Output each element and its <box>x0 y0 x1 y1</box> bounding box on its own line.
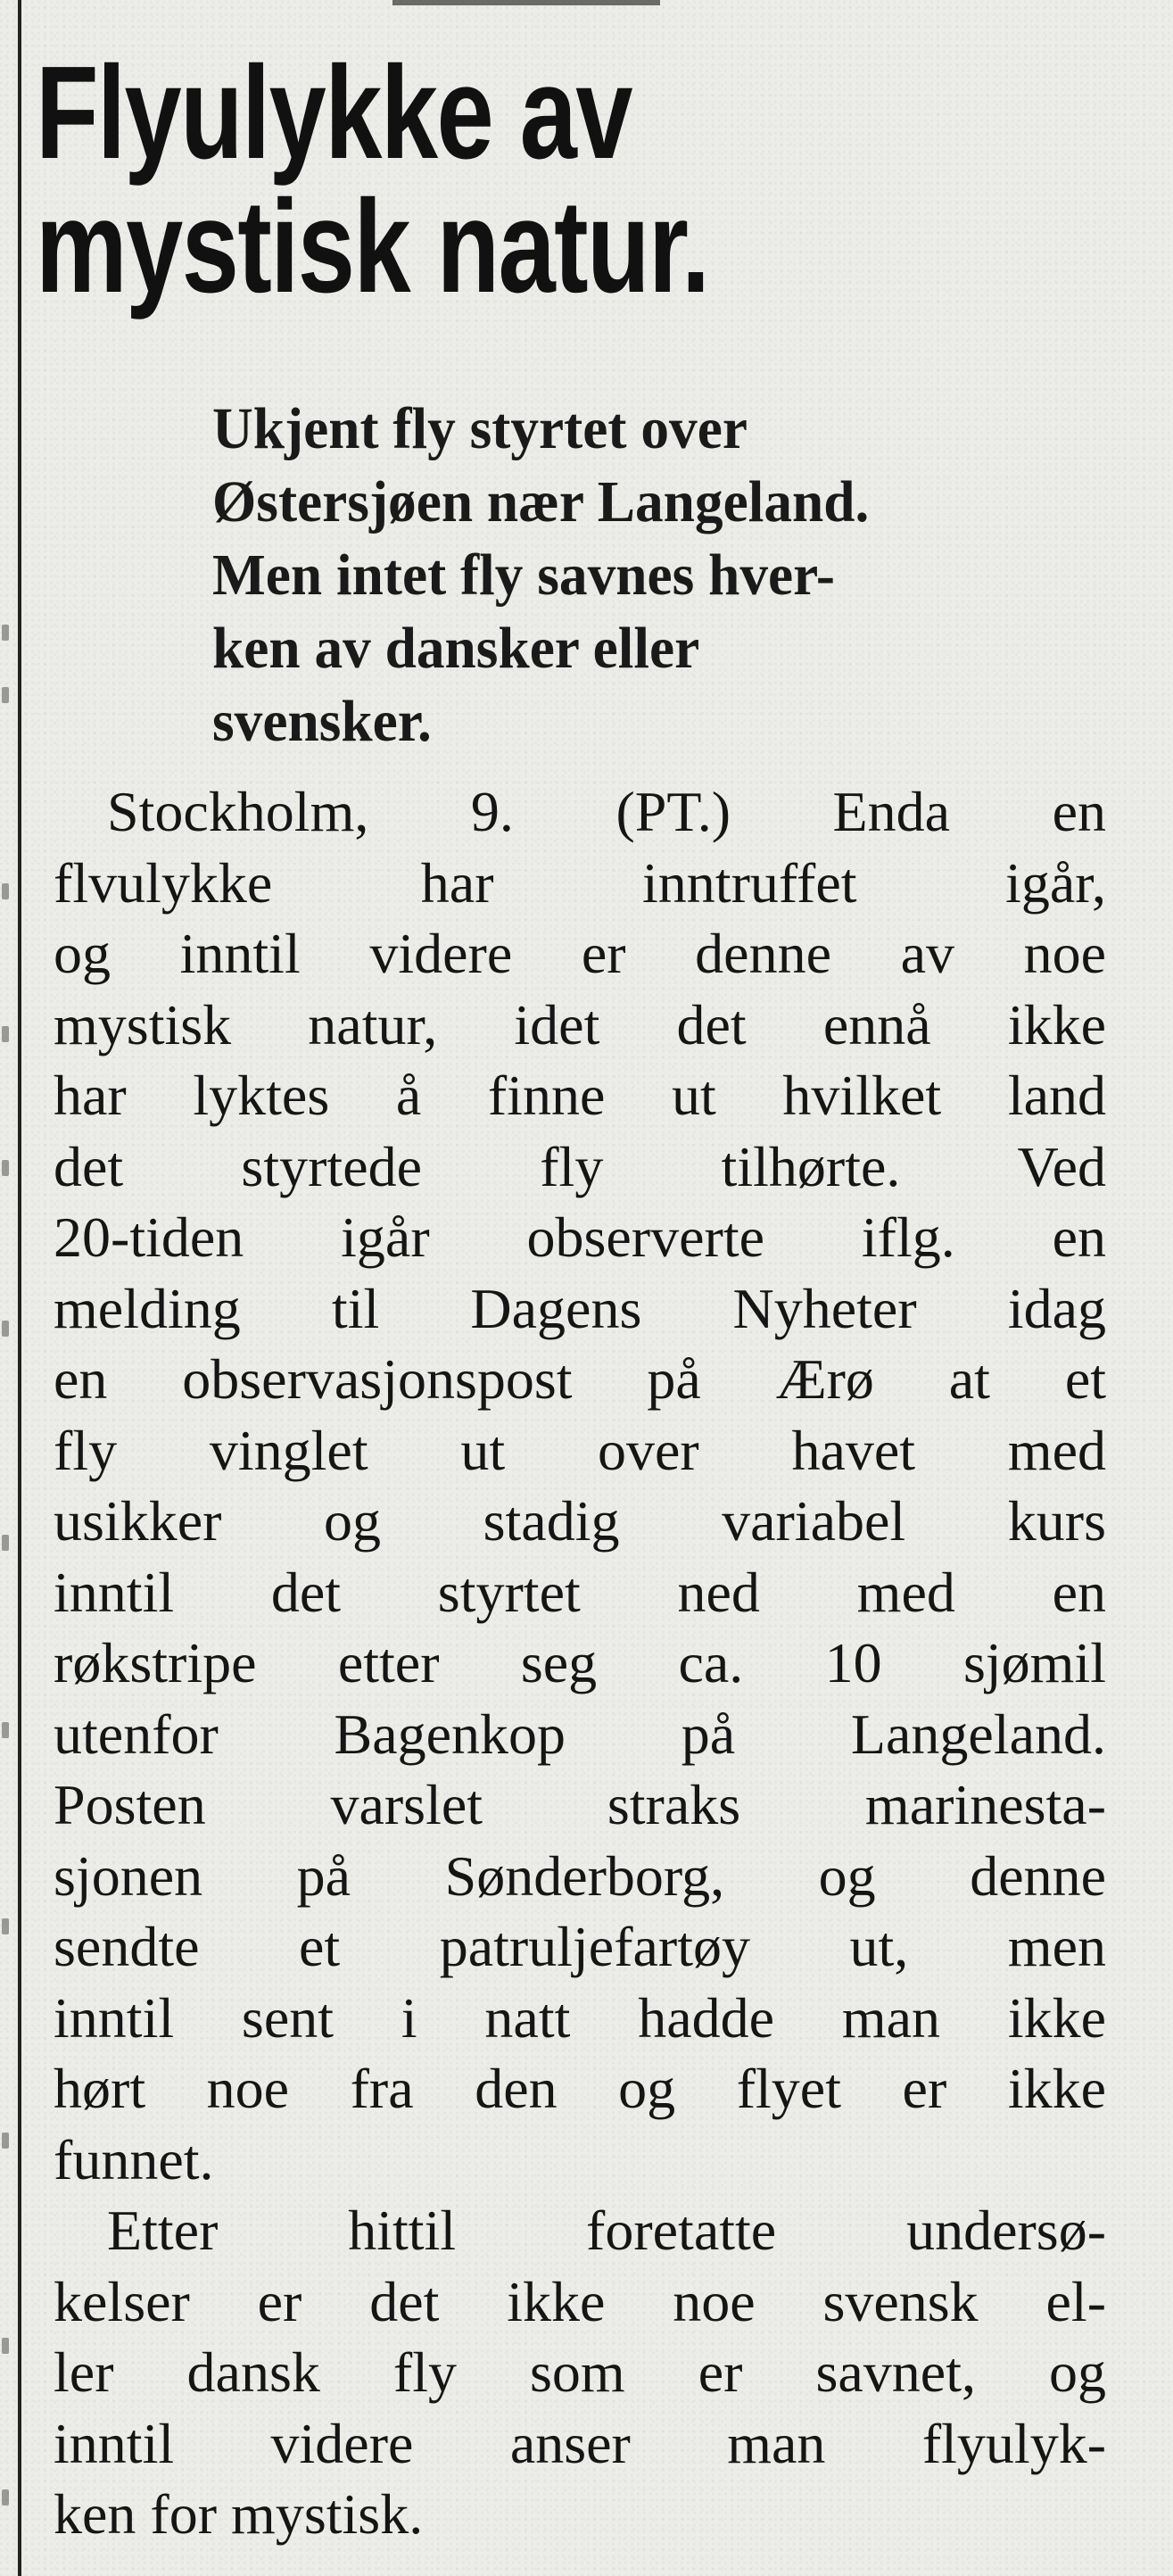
body-line: ler dansk fly som er savnet, og <box>54 2340 1106 2404</box>
body-line: fly vinglet ut over havet med <box>54 1418 1106 1482</box>
body-line: sendte et patruljefartøy ut, men <box>54 1915 1106 1978</box>
body-line: inntil sent i natt hadde man ikke <box>54 1985 1106 2050</box>
body-line: Etter hittil foretatte undersø- <box>107 2199 1106 2262</box>
body-line: røkstripe etter seg ca. 10 sjømil <box>54 1631 1106 1694</box>
subhead-line: Ukjent fly styrtet over <box>212 396 748 461</box>
subheadline <box>212 393 1111 758</box>
body-line: flvulykke har inntruffet igår, <box>54 850 1106 915</box>
body-line: inntil videre anser man flyulyk- <box>54 2411 1106 2475</box>
body-line: mystisk natur, idet det ennå ikke <box>54 992 1106 1056</box>
headline-line: Flyulykke av <box>36 39 632 186</box>
subhead-line: ken av dansker eller <box>212 616 700 681</box>
body-line: Posten varslet straks marinesta- <box>54 1773 1106 1836</box>
article-body <box>54 776 1106 2550</box>
body-line: ken for mystisk. <box>54 2482 424 2546</box>
body-line: kelser er det ikke noe svensk el- <box>54 2269 1106 2333</box>
subhead-line: Østersjøen nær Langeland. <box>212 469 870 534</box>
body-line: Stockholm, 9. (PT.) Enda en <box>107 780 1106 843</box>
column-rule <box>18 0 21 2576</box>
body-line: hørt noe fra den og flyet er ikke <box>54 2057 1106 2120</box>
body-line: sjonen på Sønderborg, og denne <box>54 1843 1106 1908</box>
body-line: funnet. <box>54 2127 214 2191</box>
top-rule <box>392 0 660 5</box>
body-line: usikker og stadig variabel kurs <box>54 1489 1106 1553</box>
body-line: inntil det styrtet ned med en <box>54 1560 1106 1624</box>
margin-marks <box>0 0 16 2576</box>
body-line: og inntil videre er denne av noe <box>54 922 1106 985</box>
body-line: 20-tiden igår observerte iflg. en <box>54 1205 1106 1269</box>
body-line: melding til Dagens Nyheter idag <box>54 1276 1106 1340</box>
subhead-line: svensker. <box>212 689 432 754</box>
body-line: utenfor Bagenkop på Langeland. <box>54 1702 1106 1766</box>
headline <box>36 39 731 320</box>
subhead-line: Men intet fly savnes hver- <box>212 543 836 608</box>
headline-line: mystisk natur. <box>36 173 709 320</box>
body-line: det styrtede fly tilhørte. Ved <box>54 1134 1106 1198</box>
body-line: har lyktes å finne ut hvilket land <box>54 1064 1106 1127</box>
body-line: en observasjonspost på Ærø at et <box>54 1347 1106 1411</box>
